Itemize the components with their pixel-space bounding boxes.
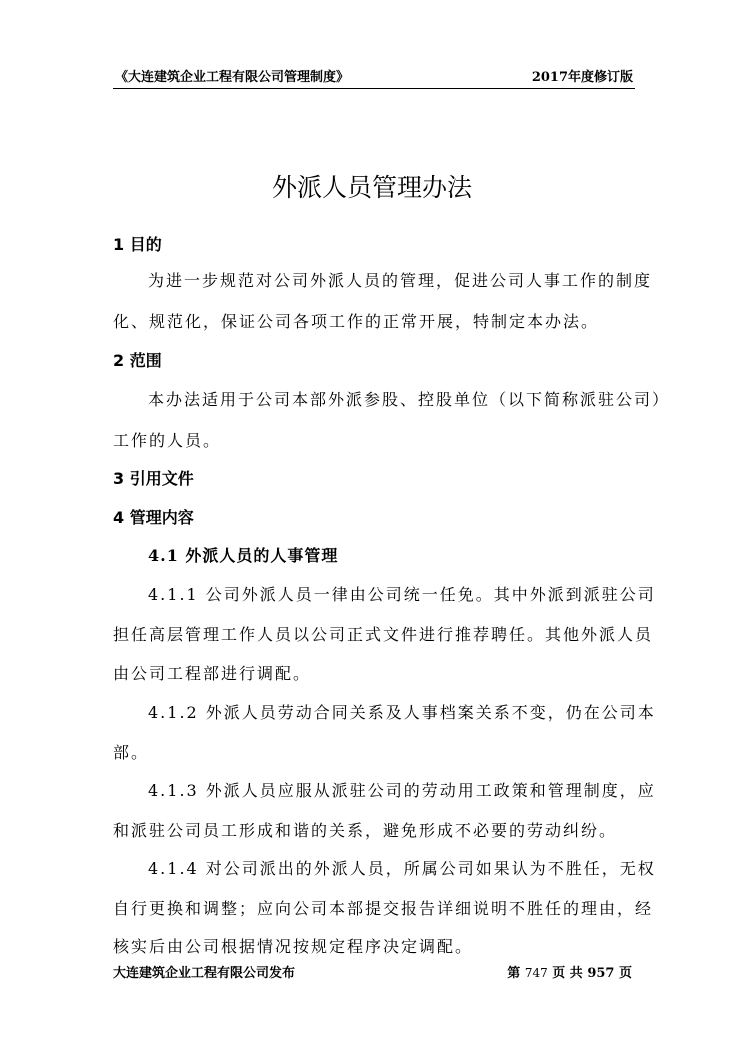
paragraph-line: 本办法适用于公司本部外派参股、控股单位（以下简称派驻公司） (148, 390, 671, 409)
page-total: 957 (587, 966, 615, 981)
header-edition: 2017年度修订版 (531, 70, 633, 85)
section-heading-scope: 2 范围 (113, 351, 162, 370)
paragraph-line: 部。 (113, 743, 150, 762)
page-suffix: 页 (618, 966, 632, 981)
header-document-title: 《大连建筑企业工程有限公司管理制度》 (115, 70, 350, 85)
paragraph-line: 和派驻公司员工形成和谐的关系，避免形成不必要的劳动纠纷。 (113, 821, 618, 840)
section-heading-content: 4 管理内容 (113, 508, 194, 527)
paragraph-line: 核实后由公司根据情况按规定程序决定调配。 (113, 937, 474, 956)
paragraph-line: 4.1.3 外派人员应服从派驻公司的劳动用工政策和管理制度，应 (148, 781, 656, 800)
subsection-heading-personnel: 4.1 外派人员的人事管理 (148, 546, 339, 565)
paragraph-line: 自行更换和调整；应向公司本部提交报告详细说明不胜任的理由，经 (113, 899, 654, 918)
paragraph-line: 为进一步规范对公司外派人员的管理，促进公司人事工作的制度 (148, 271, 653, 290)
paragraph-line: 工作的人员。 (113, 431, 222, 450)
section-heading-references: 3 引用文件 (113, 469, 194, 488)
footer-publisher: 大连建筑企业工程有限公司发布 (113, 966, 296, 981)
paragraph-line: 4.1.4 对公司派出的外派人员，所属公司如果认为不胜任，无权 (148, 859, 656, 878)
paragraph-line: 4.1.2 外派人员劳动合同关系及人事档案关系不变，仍在公司本 (148, 703, 656, 722)
page-header (113, 66, 635, 89)
page-current: 747 (524, 966, 548, 980)
paragraph-line: 4.1.1 公司外派人员一律由公司统一任免。其中外派到派驻公司 (148, 585, 656, 604)
paragraph-line: 由公司工程部进行调配。 (113, 664, 312, 683)
section-heading-purpose: 1 目的 (113, 235, 162, 254)
page-prefix: 第 (507, 966, 521, 981)
paragraph-line: 化、规范化，保证公司各项工作的正常开展，特制定本办法。 (113, 312, 600, 331)
paragraph-line: 担任高层管理工作人员以公司正式文件进行推荐聘任。其他外派人员 (113, 625, 654, 644)
footer-page-number (507, 962, 632, 981)
page-mid: 页 共 (552, 966, 583, 981)
page-title: 外派人员管理办法 (271, 173, 472, 202)
